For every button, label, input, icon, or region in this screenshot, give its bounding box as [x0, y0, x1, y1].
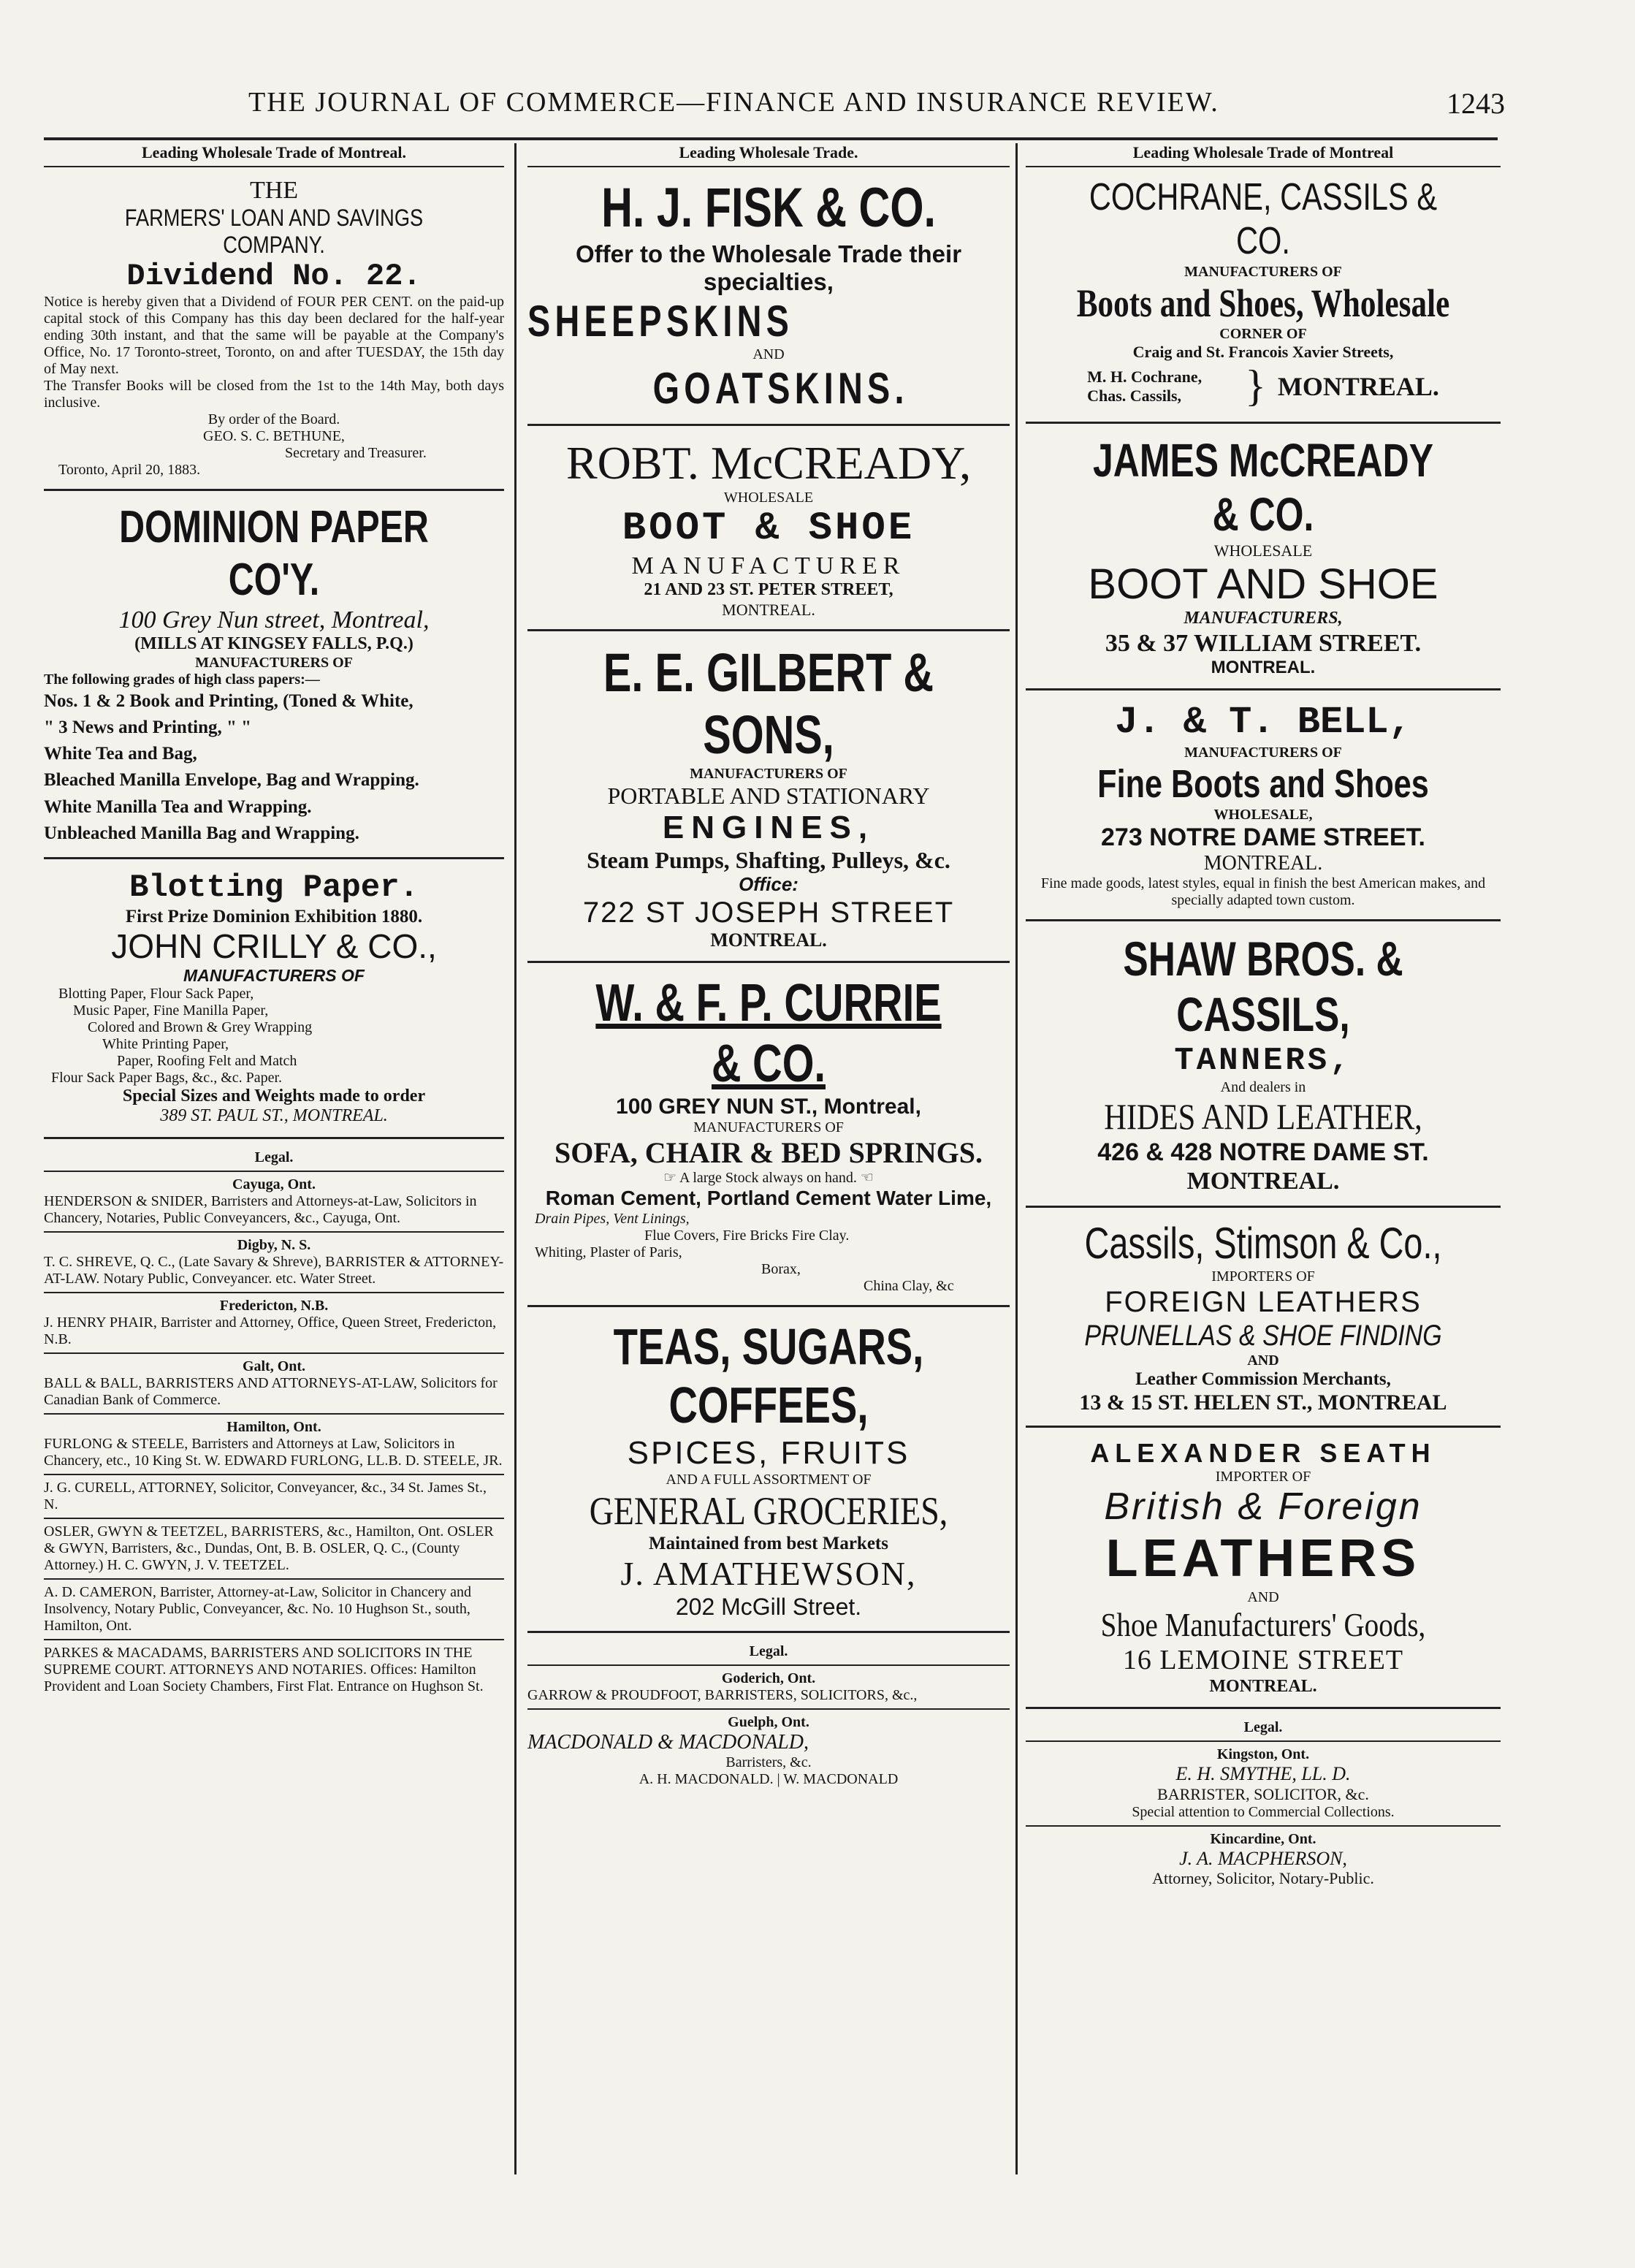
address: 100 Grey Nun street, Montreal,: [118, 606, 430, 633]
legal-place: Kincardine, Ont.: [1210, 1830, 1316, 1847]
goods-line: Shoe Manufacturers' Goods,: [1100, 1606, 1426, 1644]
product-line: Flue Covers, Fire Bricks Fire Clay.: [644, 1227, 850, 1244]
dominion-paper-ad: [44, 497, 504, 851]
product-line: Paper, Roofing Felt and Match: [117, 1052, 297, 1069]
office-label: Office:: [739, 872, 799, 895]
legal-entry-note: Special attention to Commercial Collections.: [1132, 1803, 1395, 1820]
legal-entry: J. HENRY PHAIR, Barrister and Attorney, Office, Queen Street, Fredericton, N.B.: [44, 1314, 497, 1347]
legal-place: Fredericton, N.B.: [219, 1297, 329, 1314]
column-heading: Leading Wholesale Trade of Montreal: [1132, 143, 1394, 161]
importer-label: IMPORTER OF: [1215, 1468, 1311, 1485]
product-line: Borax,: [761, 1260, 801, 1277]
legal-heading: Legal.: [1243, 1719, 1283, 1736]
boots-line: Fine Boots and Shoes: [1097, 761, 1429, 806]
boot-shoe: BOOT AND SHOE: [1088, 560, 1438, 608]
prize-line: First Prize Dominion Exhibition 1880.: [125, 906, 423, 926]
company-name: ROBT. McCREADY,: [565, 436, 972, 489]
company-name: SHAW BROS. & CASSILS,: [1123, 931, 1403, 1041]
mfr-label: MANUFACTURERS OF: [693, 1119, 844, 1136]
mfr-label: MANUFACTURERS OF: [690, 766, 847, 783]
address: 722 ST JOSEPH STREET: [582, 896, 955, 929]
leathers: LEATHERS: [1105, 1529, 1421, 1588]
transfer-notice: The Transfer Books will be closed from the 1st to the 14th May, both days inclusive.: [44, 378, 504, 411]
maintained-line: Maintained from best Markets: [649, 1534, 888, 1554]
legal-place: Digby, N. S.: [237, 1236, 311, 1253]
amathewson-ad: [527, 1313, 1010, 1625]
address: 16 LEMOINE STREET: [1122, 1645, 1404, 1676]
city: MONTREAL.: [1186, 1167, 1340, 1195]
address: 273 NOTRE DAME STREET.: [1101, 823, 1425, 851]
corner-label: CORNER OF: [1219, 325, 1307, 342]
pointing-hand-icon: ☞: [663, 1170, 677, 1187]
commission-line: Leather Commission Merchants,: [1135, 1369, 1391, 1389]
mfr-label: MANUFACTURERS OF: [1184, 263, 1342, 280]
column-heading: Leading Wholesale Trade of Montreal.: [142, 143, 406, 161]
cochrane-ad: [1026, 172, 1501, 416]
grade-line: Bleached Manilla Envelope, Bag and Wrapping.: [44, 770, 419, 791]
company-name: DOMINION PAPER CO'Y.: [119, 502, 429, 605]
legal-entry-sub: Attorney, Solicitor, Notary-Public.: [1152, 1869, 1374, 1888]
legal-place: Galt, Ont.: [242, 1358, 306, 1374]
wholesale-label: WHOLESALE: [1213, 541, 1313, 560]
column-1: [44, 143, 504, 2189]
gilbert-ad: [527, 637, 1010, 955]
british-foreign: British & Foreign: [1104, 1485, 1422, 1528]
legal-section: [1026, 1715, 1501, 1892]
dealers-label: And dealers in: [1220, 1079, 1306, 1096]
address: 426 & 428 NOTRE DAME ST.: [1097, 1138, 1429, 1166]
address: 100 GREY NUN ST., Montreal,: [616, 1094, 921, 1119]
brace-icon: }: [1245, 362, 1266, 411]
city: MONTREAL.: [1211, 658, 1316, 678]
legal-place: Guelph, Ont.: [728, 1713, 809, 1730]
grade-line: Unbleached Manilla Bag and Wrapping.: [44, 823, 359, 843]
legal-entry: E. H. SMYTHE, LL. D.: [1175, 1763, 1351, 1785]
city: MONTREAL.: [1209, 1676, 1317, 1696]
city: MONTREAL.: [1203, 851, 1323, 875]
partners: M. H. Cochrane, Chas. Cassils,: [1087, 367, 1203, 405]
grade-line: Nos. 1 & 2 Book and Printing, (Toned & White,: [44, 690, 413, 711]
legal-entry: BALL & BALL, BARRISTERS AND ATTORNEYS-AT-LAW, Solicitors for Canadian Bank of Commerce.: [44, 1374, 498, 1408]
legal-heading: Legal.: [254, 1149, 294, 1165]
foreign-leathers: FOREIGN LEATHERS: [1105, 1285, 1422, 1318]
product-line: Drain Pipes, Vent Linings,: [535, 1210, 690, 1227]
grades-intro: The following grades of high class papers:—: [44, 671, 320, 688]
and-word: AND: [1247, 1352, 1279, 1369]
stock-line: [527, 1170, 1010, 1187]
sheepskins: SHEEPSKINS: [527, 296, 794, 346]
product-line: Whiting, Plaster of Paris,: [535, 1244, 682, 1260]
ad-title: Blotting Paper.: [129, 869, 419, 907]
pointing-hand-icon: ☜: [860, 1170, 874, 1187]
legal-entry-names: A. H. MACDONALD. | W. MACDONALD: [639, 1770, 899, 1787]
company-name: Cassils, Stimson & Co.,: [1084, 1218, 1442, 1268]
grade-line: White Manilla Tea and Wrapping.: [44, 796, 312, 817]
dividend-title: Dividend No. 22.: [126, 258, 422, 294]
page-number: 1243: [1447, 87, 1505, 120]
legal-place: Kingston, Ont.: [1216, 1746, 1310, 1763]
dividend-notice: Notice is hereby given that a Dividend of FOUR PER CENT. on the paid-up capital stock of this Company has this day been declared for the half-year ending 30th instant, and that the same will be payable at the Company's Office, No. 17 Toronto-street, Toronto, on and after TUESDAY, the 15th day of May next.: [44, 294, 504, 378]
partners-row: [1026, 361, 1501, 411]
blotting-paper-ad: [44, 865, 504, 1131]
address: 35 & 37 WILLIAM STREET.: [1105, 630, 1422, 658]
and-word: AND: [1247, 1589, 1279, 1606]
journal-title: THE JOURNAL OF COMMERCE—FINANCE AND INSURANCE REVIEW.: [248, 87, 1219, 118]
city: MONTREAL.: [710, 929, 827, 951]
portable-line: PORTABLE AND STATIONARY: [607, 783, 930, 810]
legal-entry: PARKES & MACADAMS, BARRISTERS AND SOLICITORS IN THE SUPREME COURT. ATTORNEYS AND NOTARIES. Offices: Hamilton Provident and Loan Society Chambers, First Flat. Entrance on Hughson St.: [44, 1644, 484, 1694]
engines: ENGINES,: [662, 810, 875, 846]
mfr-label: MANUFACTURERS OF: [195, 654, 353, 671]
company-name: J. & T. BELL,: [1115, 700, 1411, 744]
company-name: JAMES McCREADY & CO.: [1092, 434, 1434, 541]
groceries-line: GENERAL GROCERIES,: [589, 1489, 948, 1534]
company-name: FARMERS' LOAN AND SAVINGS COMPANY.: [124, 205, 424, 259]
note: Fine made goods, latest styles, equal in finish the best American makes, and specially adapted town custom.: [1040, 875, 1486, 908]
mfr-label: MANUFACTURERS OF: [183, 966, 365, 986]
company-name: ALEXANDER SEATH: [1090, 1438, 1436, 1469]
offer-line: Offer to the Wholesale Trade their specialties,: [575, 240, 962, 295]
importers-label: IMPORTERS OF: [1211, 1268, 1315, 1285]
teas-title: TEAS, SUGARS, COFFEES,: [613, 1317, 924, 1434]
city: MONTREAL.: [1277, 371, 1439, 401]
stock-text: A large Stock always on hand.: [679, 1170, 857, 1187]
prunellas: PRUNELLAS & SHOE FINDING: [1084, 1319, 1442, 1352]
farmers-loan-ad: [44, 172, 504, 483]
column-divider: [514, 143, 517, 2174]
bell-ad: [1026, 696, 1501, 913]
page-header: [44, 86, 1505, 130]
order-line: By order of the Board.: [207, 411, 340, 428]
grade-line: " 3 News and Printing, " ": [44, 717, 252, 737]
legal-entry: GARROW & PROUDFOOT, BARRISTERS, SOLICITORS, &c.,: [527, 1686, 918, 1703]
legal-section: [527, 1639, 1010, 1792]
legal-entry: T. C. SHREVE, Q. C., (Late Savary & Shreve), BARRISTER & ATTORNEY-AT-LAW. Notary Public, Conveyancer. etc. Water Street.: [44, 1253, 504, 1287]
product-line: White Printing Paper,: [102, 1035, 229, 1052]
column-2: [527, 143, 1010, 2189]
tanners: TANNERS,: [1174, 1042, 1352, 1079]
legal-entry: J. A. MACPHERSON,: [1179, 1847, 1347, 1869]
company-name: COCHRANE, CASSILS & CO.: [1089, 176, 1438, 263]
legal-entry: J. G. CURELL, ATTORNEY, Solicitor, Conveyancer, &c., 34 St. James St., N.: [44, 1479, 487, 1512]
special-sizes: Special Sizes and Weights made to order: [122, 1086, 426, 1106]
legal-place: Hamilton, Ont.: [226, 1418, 321, 1435]
hides-line: HIDES AND LEATHER,: [1104, 1096, 1422, 1138]
cement-line: Roman Cement, Portland Cement Water Lime,: [545, 1187, 992, 1210]
seath-ad: [1026, 1434, 1501, 1701]
notice-date: Toronto, April 20, 1883.: [58, 462, 201, 479]
signer: GEO. S. C. BETHUNE,: [203, 428, 345, 445]
product-line: Music Paper, Fine Manilla Paper,: [73, 1002, 269, 1019]
address: 21 AND 23 ST. PETER STREET,: [644, 580, 893, 600]
boots-shoes: Boots and Shoes, Wholesale: [1076, 281, 1450, 325]
product-line: China Clay, &c: [864, 1277, 954, 1294]
goatskins: GOATSKINS.: [652, 363, 909, 413]
grade-line: White Tea and Bag,: [44, 744, 197, 764]
header-rule: [44, 137, 1498, 140]
mfr-label: MANUFACTURERS OF: [1184, 744, 1342, 761]
product-line: Blotting Paper, Flour Sack Paper,: [58, 985, 254, 1002]
company-name: J. AMATHEWSON,: [620, 1555, 917, 1593]
assortment-line: AND A FULL ASSORTMENT OF: [666, 1472, 872, 1488]
and-word: AND: [752, 346, 785, 362]
product-line: Colored and Brown & Grey Wrapping: [88, 1019, 313, 1035]
legal-place: Cayuga, Ont.: [232, 1176, 316, 1192]
address: 202 McGill Street.: [675, 1594, 862, 1620]
company-name: E. E. GILBERT & SONS,: [603, 642, 934, 766]
robt-mccready-ad: [527, 432, 1010, 624]
address: 389 ST. PAUL ST., MONTREAL.: [160, 1106, 388, 1126]
legal-section: [44, 1145, 504, 1700]
fisk-ad: [527, 172, 1010, 417]
wholesale-label: WHOLESALE,: [1213, 806, 1313, 823]
column-3: [1026, 143, 1501, 2189]
shaw-ad: [1026, 927, 1501, 1200]
james-mccready-ad: [1026, 430, 1501, 682]
legal-entry: HENDERSON & SNIDER, Barristers and Attorneys-at-Law, Solicitors in Chancery, Notaries, Public Conveyancers, &c., Cayuga, Ont.: [44, 1192, 477, 1226]
manufacturer-label: MANUFACTURER: [631, 552, 906, 580]
springs: SOFA, CHAIR & BED SPRINGS.: [554, 1136, 983, 1170]
legal-entry: A. D. CAMERON, Barrister, Attorney-at-Law, Solicitor in Chancery and Insolvency, Notary Public, Conveyancer, &c. No. 10 Hughson St., south, Hamilton, Ont.: [44, 1583, 471, 1634]
currie-ad: [527, 969, 1010, 1298]
legal-place: Goderich, Ont.: [721, 1670, 816, 1686]
legal-heading: Legal.: [749, 1643, 788, 1659]
address: 13 & 15 ST. HELEN ST., MONTREAL: [1079, 1390, 1447, 1415]
stimson-ad: [1026, 1214, 1501, 1420]
legal-entry-sub: Barristers, &c.: [725, 1754, 812, 1770]
spices-line: SPICES, FRUITS: [627, 1434, 910, 1471]
products-line: Steam Pumps, Shafting, Pulleys, &c.: [587, 846, 950, 873]
legal-entry: FURLONG & STEELE, Barristers and Attorneys at Law, Solicitors in Chancery, etc., 10 King St. W. EDWARD FURLONG, LL.B. D. STEELE, JR.: [44, 1435, 503, 1469]
city: MONTREAL.: [722, 600, 815, 619]
mills: (MILLS AT KINGSEY FALLS, P.Q.): [134, 633, 413, 653]
product-line: Flour Sack Paper Bags, &c., &c. Paper.: [51, 1069, 283, 1086]
legal-entry-sub: BARRISTER, SOLICITOR, &c.: [1157, 1785, 1369, 1804]
company-name: JOHN CRILLY & CO.,: [111, 927, 437, 966]
signer-title: Secretary and Treasurer.: [285, 445, 427, 462]
mfr-label: MANUFACTURERS,: [1184, 609, 1343, 628]
legal-entry: MACDONALD & MACDONALD,: [527, 1730, 809, 1754]
company-name: W. & F. P. CURRIE & CO.: [595, 974, 942, 1094]
boot-shoe: BOOT & SHOE: [622, 506, 915, 552]
ad-the: THE: [249, 177, 299, 205]
wholesale-label: WHOLESALE: [723, 490, 814, 506]
column-heading: Leading Wholesale Trade.: [679, 143, 858, 161]
column-divider: [1015, 143, 1018, 2174]
company-name: H. J. FISK & CO.: [601, 177, 936, 240]
legal-entry: OSLER, GWYN & TEETZEL, BARRISTERS, &c., Hamilton, Ont. OSLER & GWYN, Barristers, &c., Dundas, Ont, B. B. OSLER, Q. C., (County Attorney.) H. C. GWYN, J. V. TEETZEL.: [44, 1523, 494, 1573]
streets: Craig and St. Francois Xavier Streets,: [1132, 342, 1394, 361]
